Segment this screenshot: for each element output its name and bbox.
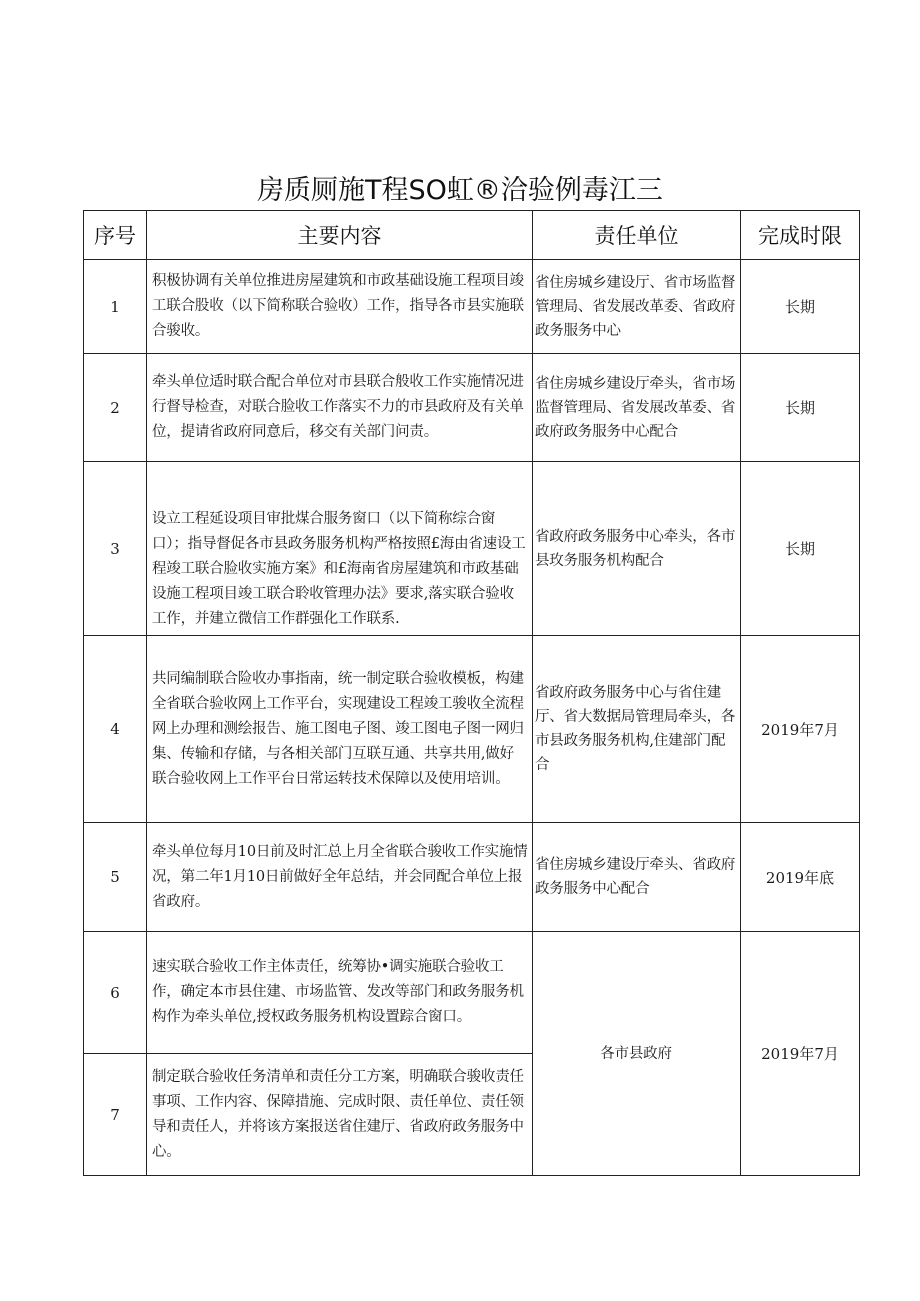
table-row — [84, 636, 860, 823]
row-content: 牵头单位适时联合配合单位对市县联合般收工作实施情况进行督导检查，对联合脸收工作落实不力的市县政府及有关单位，提请省政府同意后，移交有关部门问责。 — [147, 354, 533, 462]
row-unit: 省政府政务服务中心牵头，各市县玫务服务机构配合 — [533, 462, 741, 636]
header-unit: 责任单位 — [533, 211, 741, 260]
table-header-row — [84, 211, 860, 260]
row-deadline: 长期 — [741, 354, 860, 462]
header-content: 主要内容 — [147, 211, 533, 260]
table-row — [84, 462, 860, 636]
merged-unit: 各市县政府 — [533, 932, 741, 1176]
row-unit: 省住房城乡建设厅牵头，省市场监督管理局、省发展改革委、省政府政务服务中心配合 — [533, 354, 741, 462]
row-deadline: 2019年底 — [741, 823, 860, 932]
row-content: 共同编制联合险收办事指南，统一制定联合验收模板，构建全省联合验收网上工作平台，实现建设工程竣工骏收全流程网上办理和测绘报告、施工图电子图、竣工图电子图一网归集、传输和存储，与各相关部门互联互通、共享共用,做好联合验收网上工作平台日常运转技术保障以及使用培训。 — [147, 636, 533, 823]
table-row — [84, 932, 860, 1054]
row-unit: 省政府政务服务中心与省住建厅、省大数据局管理局牵头，各市县政务服务机构,住建部门配合 — [533, 636, 741, 823]
table-row — [84, 260, 860, 354]
row-unit: 省住房城乡建设厅牵头、省政府政务服务中心配合 — [533, 823, 741, 932]
table-row — [84, 823, 860, 932]
task-table — [83, 210, 860, 1176]
row-content: 积极协调有关单位推进房屋建筑和市政基础设施工程项目竣工联合股收（以下简称联合验收）工作，指导各市县实施联合骏收。 — [147, 260, 533, 354]
row-no: 7 — [84, 1054, 147, 1176]
row-no: 1 — [84, 260, 147, 354]
header-deadline: 完成时限 — [741, 211, 860, 260]
table-row — [84, 354, 860, 462]
row-deadline: 2019年7月 — [741, 636, 860, 823]
row-deadline: 长期 — [741, 260, 860, 354]
merged-deadline: 2019年7月 — [741, 932, 860, 1176]
row-no: 4 — [84, 636, 147, 823]
row-content: 设立工程延设项目审批煤合服务窗口（以下简称综合窗口）；指导督促各市县政务服务机构严格按照£海由省速设工程竣工联合脸收实施方案》和£海南省房屋建筑和市政基础设施工程项目竣工联合聆收管理办法》要求,落实联合验收工作，并建立微信工作群强化工作联系. — [147, 462, 533, 636]
row-no: 5 — [84, 823, 147, 932]
row-no: 2 — [84, 354, 147, 462]
header-no: 序号 — [84, 211, 147, 260]
row-content: 牵头单位每月10日前及时汇总上月全省联合骏收工作实施情况，第二年1月10日前做好全年总结，并会同配合单位上报省政府。 — [147, 823, 533, 932]
row-no: 3 — [84, 462, 147, 636]
row-content: 速实联合验收工作主体责任，统筹协•调实施联合验收工作，确定本市县住建、市场监管、发改等部门和政务服务机构作为牵头单位,授权政务服务机构设置踪合窗口。 — [147, 932, 533, 1054]
row-content: 制定联合验收任务清单和责任分工方案，明确联合骏收责任事项、工作内容、保障措施、完成时限、责任单位、责任领导和责任人，并将该方案报送省住建厅、省政府政务服务中心。 — [147, 1054, 533, 1176]
row-unit: 省住房城乡建设厅、省市场监督管理局、省发展改革委、省政府政务服务中心 — [533, 260, 741, 354]
document-title: 房质厕施T程SO虹®洽验例毒江三 — [257, 175, 663, 206]
row-no: 6 — [84, 932, 147, 1054]
row-deadline: 长期 — [741, 462, 860, 636]
